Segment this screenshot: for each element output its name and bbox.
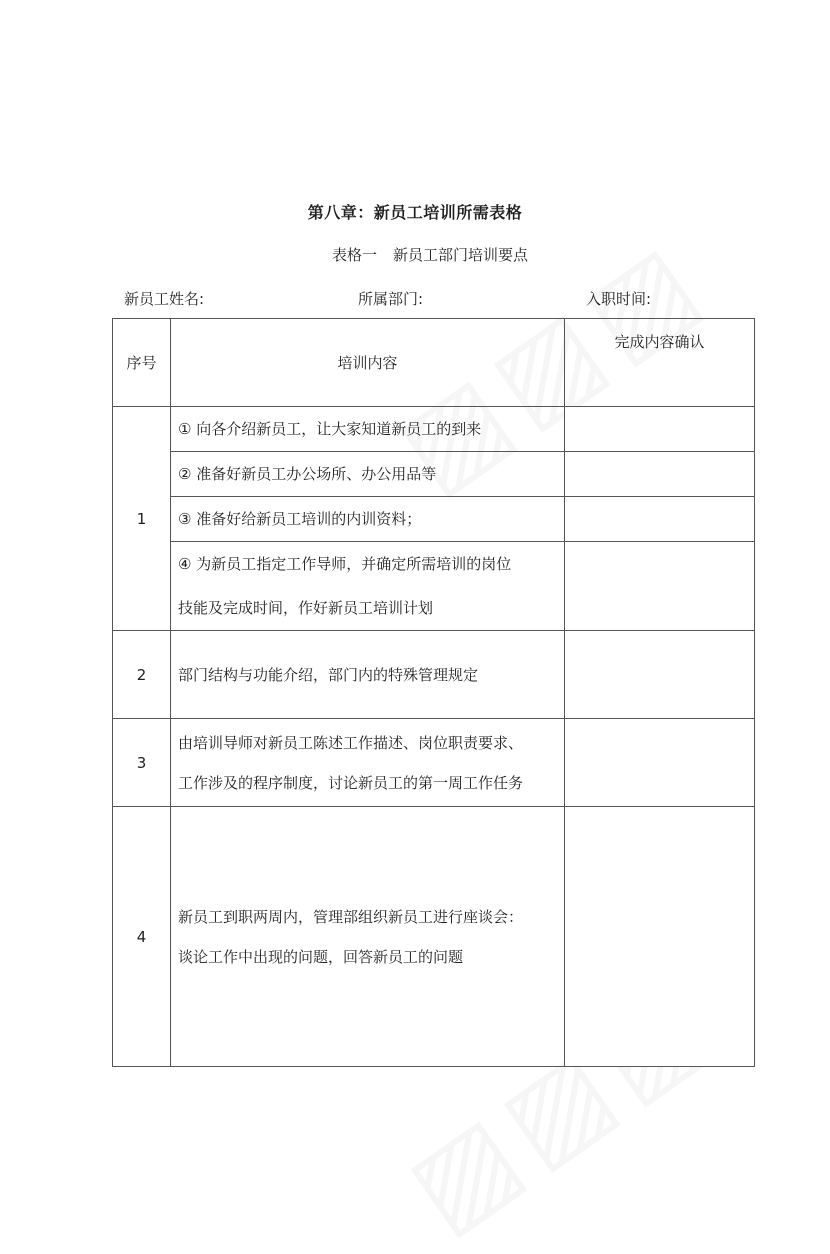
- row-number: 2: [113, 631, 171, 719]
- content-line: ④ 为新员工指定工作导师，并确定所需培训的岗位: [178, 555, 512, 573]
- content-item: ③ 准备好给新员工培训的内训资料；: [171, 497, 565, 542]
- department-label: 所属部门:: [358, 290, 424, 308]
- table-header-row: [113, 319, 755, 407]
- page-title: 第八章：新员工培训所需表格: [307, 203, 523, 222]
- confirm-cell[interactable]: [565, 407, 755, 452]
- confirm-cell[interactable]: [565, 452, 755, 497]
- header-content: 培训内容: [171, 319, 565, 407]
- content-line: 由培训导师对新员工陈述工作描述、岗位职责要求、: [178, 733, 524, 752]
- table-row: [113, 631, 755, 719]
- row-number: 3: [113, 719, 171, 807]
- table-name: 新员工部门培训要点: [393, 246, 529, 264]
- table-row: [113, 807, 755, 1067]
- content-item: ① 向各介绍新员工，让大家知道新员工的到来: [171, 407, 565, 452]
- confirm-cell[interactable]: [565, 719, 755, 807]
- confirm-cell[interactable]: [565, 497, 755, 542]
- employee-name-label: 新员工姓名:: [124, 290, 205, 308]
- training-table: [112, 318, 755, 1067]
- entry-date-label: 入职时间:: [586, 290, 652, 308]
- table-row: [113, 452, 755, 497]
- table-row: [113, 719, 755, 807]
- content-item: ② 准备好新员工办公场所、办公用品等: [171, 452, 565, 497]
- row-number: 4: [113, 807, 171, 1067]
- content-line: 工作涉及的程序制度，讨论新员工的第一周工作任务: [178, 773, 524, 792]
- confirm-cell[interactable]: [565, 807, 755, 1067]
- table-number: 表格一: [331, 246, 377, 264]
- content-line: 新员工到职两周内，管理部组织新员工进行座谈会：: [178, 907, 524, 926]
- table-row: [113, 407, 755, 452]
- header-no: 序号: [113, 319, 171, 407]
- content-item: 部门结构与功能介绍，部门内的特殊管理规定: [171, 631, 565, 719]
- content-line: 技能及完成时间，作好新员工培训计划: [178, 599, 434, 617]
- confirm-cell[interactable]: [565, 542, 755, 631]
- content-item-multiline: [171, 807, 565, 1067]
- table-subtitle: [0, 244, 830, 265]
- table-row: [113, 542, 755, 631]
- confirm-cell[interactable]: [565, 631, 755, 719]
- header-confirm: 完成内容确认: [565, 319, 755, 407]
- row-number: 1: [113, 407, 171, 631]
- table-row: [113, 497, 755, 542]
- content-item-multiline: [171, 542, 565, 631]
- content-item-multiline: [171, 719, 565, 807]
- content-line: 谈论工作中出现的问题，回答新员工的问题: [178, 947, 464, 966]
